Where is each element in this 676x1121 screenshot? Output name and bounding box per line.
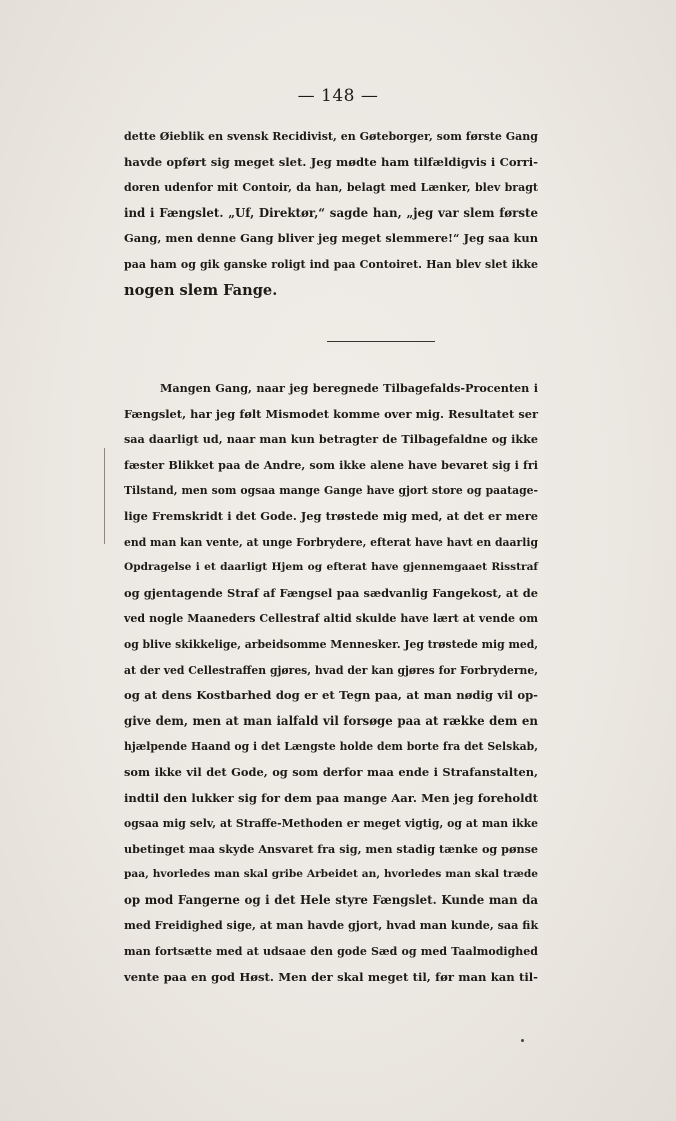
text-line: ogsaa mig selv, at Straffe-Methoden er meget vigtig, og at man ikke [124, 817, 538, 831]
text-line: indtil den lukker sig for dem paa mange Aar. Men jeg foreholdt [124, 790, 538, 805]
text-line: op mod Fangerne og i det Hele styre Fængslet. Kunde man da [124, 892, 538, 907]
text-line: ved nogle Maaneders Cellestraf altid skulde have lært at vende om [124, 612, 538, 626]
text-line: give dem, men at man ialfald vil forsøge paa at række dem en [124, 713, 538, 728]
text-line: hjælpende Haand og i det Længste holde dem borte fra det Selskab, [124, 740, 538, 754]
text-line: man fortsætte med at udsaae den gode Sæd og med Taalmodighed [124, 945, 538, 959]
text-line: paa ham og gik ganske roligt ind paa Contoiret. Han blev slet ikke [124, 257, 538, 271]
text-line: paa, hvorledes man skal gribe Arbeidet an, hvorledes man skal træde [124, 868, 538, 881]
text-line: dette Øieblik en svensk Recidivist, en Gøteborger, som første Gang [124, 130, 538, 143]
text-line: Opdragelse i et daarligt Hjem og efterat have gjennemgaaet Risstraf [124, 561, 538, 574]
text-line: ind i Fængslet. „Uf, Direktør,“ sagde han, „jeg var slem første [124, 205, 538, 220]
text-line: nogen slem Fange. [124, 281, 278, 299]
text-line: lige Fremskridt i det Gode. Jeg trøstede mig med, at det er mere [124, 508, 538, 523]
text-line: vente paa en god Høst. Men der skal meget til, før man kan til- [124, 969, 538, 984]
text-line: fæster Blikket paa de Andre, som ikke alene have bevaret sig i fri [124, 457, 538, 472]
paragraph-1 [124, 124, 538, 303]
text-line: med Freidighed sige, at man havde gjort, hvad man kunde, saa fik [124, 918, 539, 933]
text-line: som ikke vil det Gode, og som derfor maa ende i Strafanstalten, [124, 764, 538, 779]
text-line: Fængslet, har jeg følt Mismodet komme over mig. Resultatet ser [124, 406, 538, 421]
text-line: Tilstand, men som ogsaa mange Gange have gjort store og paatage- [124, 484, 538, 498]
text-line: saa daarligt ud, naar man kun betragter de Tilbagefaldne og ikke [124, 432, 538, 447]
text-line: og at dens Kostbarhed dog er et Tegn paa, at man nødig vil op- [124, 688, 538, 703]
text-line: Mangen Gang, naar jeg beregnede Tilbagefalds-Procenten i [160, 381, 538, 395]
text-line: at der ved Cellestraffen gjøres, hvad der kan gjøres for Forbryderne, [124, 663, 538, 677]
text-line: Gang, men denne Gang bliver jeg meget slemmere!“ Jeg saa kun [124, 231, 538, 246]
text-line: og gjentagende Straf af Fængsel paa sædvanlig Fangekost, at de [124, 585, 538, 600]
text-line: end man kan vente, at unge Forbrydere, efterat have havt en daarlig [124, 535, 538, 549]
margin-mark [104, 448, 105, 544]
paragraph-2 [124, 376, 538, 990]
text-line: doren udenfor mit Contoir, da han, belagt med Lænker, blev bragt [124, 181, 538, 195]
section-divider [327, 341, 435, 342]
text-line: ubetinget maa skyde Ansvaret fra sig, men stadig tænke og pønse [124, 841, 538, 856]
text-line: havde opført sig meget slet. Jeg mødte ham tilfældigvis i Corri- [124, 154, 538, 169]
text-line: og blive skikkelige, arbeidsomme Mennesker. Jeg trøstede mig med, [124, 637, 539, 651]
ink-speck [521, 1039, 524, 1042]
page-number: — 148 — [297, 86, 379, 106]
